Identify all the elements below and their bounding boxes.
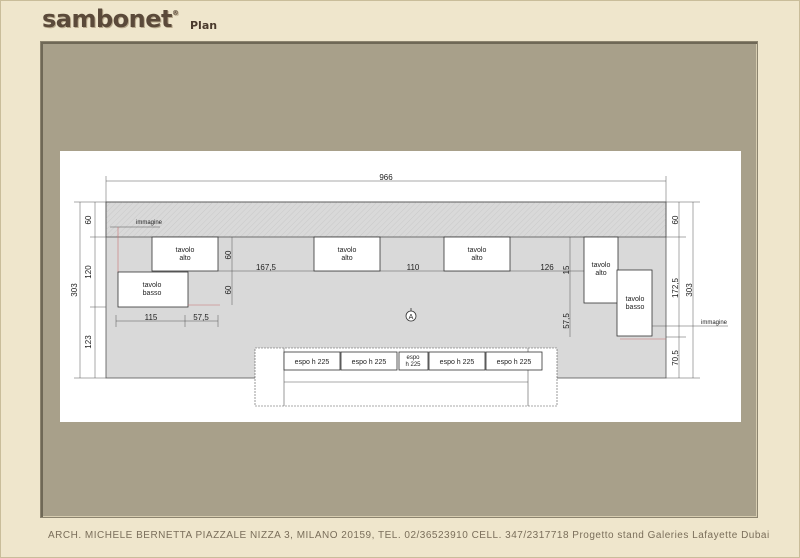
- tavolo-alto-3: [444, 237, 510, 271]
- dim-left-total: 303: [70, 283, 79, 297]
- tavolo-alto-4-label-1: tavolo: [591, 262, 611, 269]
- footer-credits: ARCH. MICHELE BERNETTA PIAZZALE NIZZA 3, MILANO 20159, TEL. 02/36523910 CELL. 347/2317718 Progetto stand Galeries Lafayette Dubai: [48, 530, 770, 541]
- back-wall-strip: [106, 202, 666, 237]
- dim-h575: 57,5: [193, 313, 209, 322]
- tavolo-alto-2-label-2: alto: [341, 255, 353, 262]
- dim-right-bottom: 70,5: [671, 350, 680, 366]
- tavolo-basso-left-label-2: basso: [142, 290, 162, 297]
- tavolo-alto-1: [152, 237, 218, 271]
- label-immagine-left: immagine: [136, 220, 163, 226]
- dim-v60-a: 60: [224, 250, 233, 260]
- dim-gap-c: 126: [540, 263, 554, 272]
- dim-left-mid: 120: [84, 265, 93, 279]
- brand-mark: ®: [172, 9, 179, 17]
- espo-cabinet-1-label: espo h 225: [294, 359, 330, 366]
- espo-cabinet-3-label: espo h 225: [439, 359, 475, 366]
- plan-sheet: [60, 151, 741, 422]
- espo-cabinet-2-label: espo h 225: [351, 359, 387, 366]
- dim-v575: 57,5: [562, 313, 571, 329]
- brand-name: sambonet: [42, 5, 172, 33]
- brand-logo: [42, 5, 179, 33]
- dim-left-top: 60: [84, 215, 93, 225]
- page-title: Plan: [190, 19, 218, 32]
- espo-cabinet-small-label-1: espo: [406, 355, 420, 361]
- tavolo-alto-1-label-2: alto: [179, 255, 191, 262]
- tavolo-basso-right: [617, 270, 652, 336]
- espo-cabinet-4-label: espo h 225: [496, 359, 532, 366]
- dim-right-top: 60: [671, 215, 680, 225]
- dim-right-mid: 172,5: [671, 277, 680, 299]
- tavolo-alto-2: [314, 237, 380, 271]
- dim-gap-b: 110: [406, 263, 420, 272]
- dim-right-total: 303: [685, 283, 694, 297]
- tavolo-alto-4-label-2: alto: [595, 270, 607, 277]
- espo-cabinet-small-label-2: h 225: [405, 362, 421, 368]
- tavolo-alto-3-label-1: tavolo: [467, 247, 487, 254]
- header: [0, 0, 800, 40]
- tavolo-basso-right-label-2: basso: [625, 304, 645, 311]
- dim-gap-a: 167,5: [255, 263, 277, 272]
- dim-v15: 15: [562, 265, 571, 275]
- tavolo-basso-right-label-1: tavolo: [625, 296, 645, 303]
- dim-v60-b: 60: [224, 285, 233, 295]
- floor-plan-drawing: [60, 151, 741, 422]
- tavolo-basso-left-label-1: tavolo: [142, 282, 162, 289]
- section-marker-label: A: [408, 314, 414, 321]
- dim-left-bottom: 123: [84, 335, 93, 349]
- tavolo-alto-2-label-1: tavolo: [337, 247, 357, 254]
- label-immagine-right: immagine: [701, 320, 728, 326]
- dim-h115: 115: [144, 313, 158, 322]
- tavolo-alto-1-label-1: tavolo: [175, 247, 195, 254]
- dim-total-width: 966: [379, 173, 393, 182]
- tavolo-alto-3-label-2: alto: [471, 255, 483, 262]
